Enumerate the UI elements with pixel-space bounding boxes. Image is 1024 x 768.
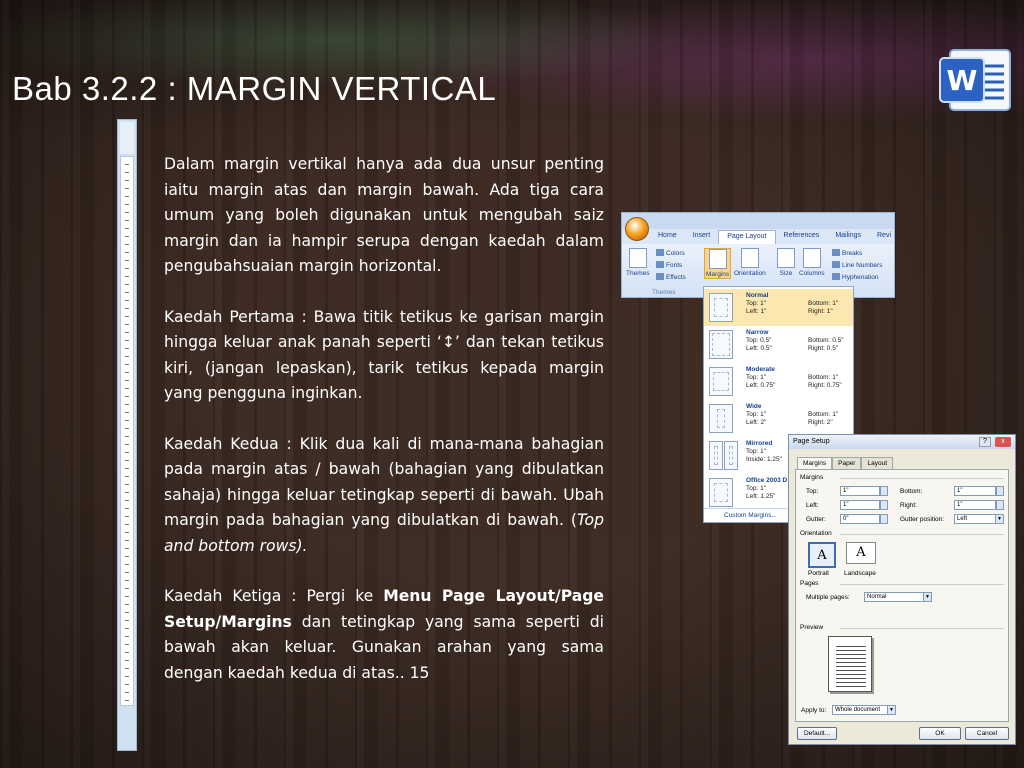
page-icon [709, 478, 733, 507]
margin-option-normal[interactable] [704, 289, 853, 326]
orientation-label: Orientation [734, 270, 766, 277]
orientation-section-label: Orientation [800, 530, 1004, 537]
top-spinner[interactable] [880, 486, 888, 496]
paragraph-intro: Dalam margin vertikal hanya ada dua unsur penting iaitu margin atas dan margin bawah. Ada tiga cara umum yang boleh digunakan untuk mengubah saiz margin dan ia hampir serupa dengan kaedah dalam pengubahsuaian margin horizontal. [164, 155, 604, 275]
margin-option-values-right [808, 411, 838, 427]
margin-option-narrow[interactable] [704, 326, 853, 363]
margins-panel [795, 469, 1009, 722]
right-spinner[interactable] [996, 500, 1004, 510]
left-label: Left: [806, 502, 819, 509]
margin-value: Top: 1" [746, 374, 767, 381]
hyphenation-button[interactable]: Hyphenation [832, 272, 882, 284]
margins-button[interactable] [704, 248, 731, 279]
margin-option-values-left [746, 448, 782, 464]
margins-icon [709, 249, 727, 269]
line-numbers-button[interactable]: Line Numbers [832, 260, 882, 272]
ok-button[interactable]: OK [919, 727, 961, 740]
effects-button[interactable]: Effects [656, 272, 686, 284]
margin-option-values-left [746, 300, 766, 316]
help-button[interactable]: ? [979, 437, 991, 447]
margin-option-values-right [808, 337, 844, 353]
method-2-italic: Top and bottom rows). [164, 511, 604, 555]
orientation-button[interactable] [734, 248, 766, 277]
dialog-tabs [797, 457, 893, 469]
cancel-button[interactable]: Cancel [965, 727, 1009, 740]
page-icon [724, 441, 738, 470]
landscape-icon[interactable]: A [846, 542, 876, 564]
group-label-themes: Themes [652, 289, 676, 296]
margin-option-values-left [746, 411, 766, 427]
tab-paper[interactable]: Paper [832, 457, 861, 469]
multiple-pages-select[interactable]: Normal [864, 592, 924, 602]
paragraph-method-1: Kaedah Pertama : Bawa titik tetikus ke garisan margin hingga keluar anak panah seperti ‘↕’ dan tekan tetikus kiri, (jangan lepaskan), tarik tetikus kepada margin yang pengguna inginkan. [164, 307, 604, 402]
bottom-spinner[interactable] [996, 486, 1004, 496]
page-setup-options [832, 248, 882, 284]
margin-option-values-right [808, 300, 838, 316]
close-button[interactable]: x [995, 437, 1011, 447]
margin-option-name: Wide [746, 403, 762, 410]
margin-value: Top: 0.5" [746, 337, 772, 344]
margin-value: Right: 1" [808, 308, 833, 315]
margin-option-values-left [746, 485, 775, 501]
gutter-label: Gutter: [806, 516, 826, 523]
right-label: Right: [900, 502, 917, 509]
margin-option-moderate[interactable] [704, 363, 853, 400]
margin-value: Left: 1.25" [746, 493, 776, 500]
paragraph-method-2 [164, 432, 604, 560]
margin-value: Right: 0.75" [808, 382, 842, 389]
themes-label: Themes [626, 270, 650, 277]
fonts-button[interactable]: Fonts [656, 260, 686, 272]
margin-option-name: Mirrored [746, 440, 773, 447]
method-3-lead: Kaedah Ketiga : Pergi ke [164, 587, 384, 605]
margin-option-values-left [746, 337, 772, 353]
margin-option-wide[interactable] [704, 400, 853, 437]
margin-value: Top: 1" [746, 411, 767, 418]
custom-margins-link[interactable]: Custom Margins... [704, 508, 853, 522]
paragraph-method-3 [164, 584, 604, 686]
margin-value: Left: 1" [746, 308, 767, 315]
page-icon [709, 404, 733, 433]
word-logo-letter: W [946, 64, 978, 97]
multiple-pages-label: Multiple pages: [806, 594, 850, 601]
themes-button[interactable] [626, 248, 649, 277]
method-2-text: Kaedah Kedua : Klik dua kali di mana-mana bahagian pada margin atas / bawah (bahagian yang dibulatkan sahaja) hingga keluar tetingkap seperti di bawah. Ubah margin pada bahagian yang dibulatkan di bawah. ( [164, 434, 604, 529]
apply-to-label: Apply to: [801, 707, 827, 714]
margin-option-values-left [746, 374, 775, 390]
left-margin-input[interactable]: 1" [840, 500, 880, 510]
page-icon [709, 367, 733, 396]
margins-section-label: Margins [800, 474, 1004, 481]
margin-option-name: Office 2003 D [746, 477, 788, 484]
margin-option-name: Moderate [746, 366, 775, 373]
method-3-tail: dan tetingkap yang sama seperti di bawah akan keluar. Gunakan arahan yang sama dengan kaedah kedua di atas.. 15 [164, 612, 604, 682]
margin-option-values-right [808, 374, 842, 390]
portrait-icon[interactable]: A [808, 542, 836, 568]
vertical-ruler[interactable] [117, 119, 137, 751]
margin-value: Bottom: 1" [808, 374, 839, 381]
margin-value: Right: 2" [808, 419, 833, 426]
margin-value: Top: 1" [746, 448, 767, 455]
margin-value: Top: 1" [746, 485, 767, 492]
margin-value: Left: 0.75" [746, 382, 776, 389]
size-button[interactable] [777, 248, 795, 277]
tab-mailings[interactable]: Mailings [835, 232, 861, 239]
theme-options [656, 248, 686, 284]
margin-option-name: Normal [746, 292, 769, 299]
page-setup-dialog [788, 434, 1016, 745]
gutter-position-label: Gutter position: [900, 516, 945, 523]
margin-value: Left: 0.5" [746, 345, 772, 352]
columns-icon [803, 248, 821, 268]
page-icon [709, 330, 733, 359]
pages-section-label: Pages [800, 580, 1004, 587]
ruler-scale [120, 156, 134, 706]
margins-label: Margins [706, 271, 730, 278]
top-margin-input[interactable]: 1" [840, 486, 880, 496]
page-preview [828, 636, 872, 692]
ruler-margin-area [120, 122, 134, 154]
quick-access-toolbar [622, 213, 894, 229]
margin-value: Left: 2" [746, 419, 767, 426]
page-icon [709, 441, 723, 470]
tab-page-layout[interactable]: Page Layout [718, 230, 775, 244]
margin-value: Bottom: 1" [808, 411, 839, 418]
bottom-margin-input[interactable]: 1" [954, 486, 996, 496]
margin-value: Inside: 1.25" [746, 456, 782, 463]
page-icon [709, 293, 733, 322]
tab-layout[interactable]: Layout [861, 457, 893, 469]
tab-insert[interactable]: Insert [692, 232, 711, 239]
margin-option-name: Narrow [746, 329, 769, 336]
slide-title: Bab 3.2.2 : MARGIN VERTICAL [12, 70, 497, 107]
tab-margins[interactable]: Margins [797, 457, 832, 469]
tab-home[interactable]: Home [658, 232, 677, 239]
top-label: Top: [806, 488, 819, 495]
chevron-down-icon[interactable]: ▼ [923, 592, 932, 602]
gutter-position-select[interactable]: Left [954, 514, 996, 524]
preview-section-label: Preview [800, 624, 1004, 631]
margin-value: Right: 0.5" [808, 345, 839, 352]
apply-to-select[interactable]: Whole document [832, 705, 888, 715]
ribbon-tabs [650, 230, 894, 244]
chevron-down-icon[interactable]: ▼ [887, 705, 896, 715]
margin-value: Bottom: 0.5" [808, 337, 844, 344]
columns-button[interactable] [799, 248, 825, 277]
landscape-label: Landscape [844, 570, 876, 577]
default-button[interactable]: Default... [797, 727, 837, 740]
size-label: Size [779, 270, 793, 277]
margin-value: Bottom: 1" [808, 300, 839, 307]
tab-review[interactable]: Revi [877, 232, 892, 239]
method-3-menu-path: Menu Page Layout/Page Setup/Margins [164, 587, 604, 631]
gutter-spinner[interactable] [880, 514, 888, 524]
gutter-input[interactable]: 0" [840, 514, 880, 524]
columns-label: Columns [799, 270, 825, 277]
colors-button[interactable]: Colors [656, 248, 686, 260]
breaks-button[interactable]: Breaks [832, 248, 882, 260]
themes-icon [629, 248, 647, 268]
dialog-title: Page Setup [789, 435, 1015, 449]
office-button-icon[interactable] [625, 217, 649, 241]
chevron-down-icon[interactable]: ▼ [995, 514, 1004, 524]
slide-body [164, 152, 604, 711]
portrait-label: Portrait [808, 570, 829, 577]
orientation-icon [741, 248, 759, 268]
bottom-label: Bottom: [900, 488, 923, 495]
margin-value: Top: 1" [746, 300, 767, 307]
size-icon [777, 248, 795, 268]
right-margin-input[interactable]: 1" [954, 500, 996, 510]
word-logo-icon [936, 44, 1016, 116]
tab-references[interactable]: References [783, 232, 820, 239]
left-spinner[interactable] [880, 500, 888, 510]
